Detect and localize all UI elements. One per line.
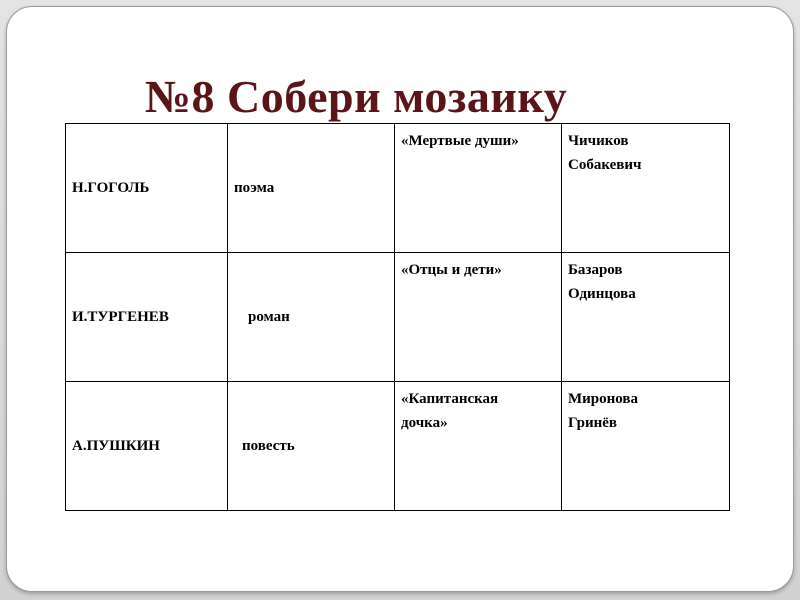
hero-name: Миронова bbox=[568, 391, 639, 407]
genre-cell bbox=[228, 253, 395, 382]
hero-name: Базаров bbox=[568, 262, 623, 278]
work-title: «Мертвые души» bbox=[401, 133, 519, 149]
hero-name: Гринёв bbox=[568, 415, 617, 431]
author-cell: Н.ГОГОЛЬ bbox=[66, 124, 228, 253]
heroes-cell bbox=[562, 124, 730, 253]
work-cell bbox=[395, 124, 562, 253]
hero-name: Чичиков bbox=[568, 133, 629, 149]
hero-name: Одинцова bbox=[568, 286, 636, 302]
slide-title-text: №8 Собери мозаику bbox=[144, 71, 568, 122]
genre-text: роман bbox=[248, 309, 290, 325]
genre-cell bbox=[228, 124, 395, 253]
work-title-line: «Капитанская bbox=[401, 391, 499, 407]
author-cell: И.ТУРГЕНЕВ bbox=[66, 253, 228, 382]
table-row bbox=[66, 382, 730, 511]
work-cell bbox=[395, 382, 562, 511]
author-cell: А.ПУШКИН bbox=[66, 382, 228, 511]
work-cell bbox=[395, 253, 562, 382]
work-title: «Отцы и дети» bbox=[401, 262, 502, 278]
mosaic-table bbox=[65, 123, 730, 511]
work-title-line: дочка» bbox=[401, 415, 448, 431]
slide-title bbox=[7, 69, 795, 125]
heroes-cell bbox=[562, 382, 730, 511]
genre-cell bbox=[228, 382, 395, 511]
table-row bbox=[66, 253, 730, 382]
genre-text: поэма bbox=[234, 180, 275, 196]
genre-text: повесть bbox=[242, 438, 295, 454]
hero-name: Собакевич bbox=[568, 157, 642, 173]
heroes-cell bbox=[562, 253, 730, 382]
table-row bbox=[66, 124, 730, 253]
